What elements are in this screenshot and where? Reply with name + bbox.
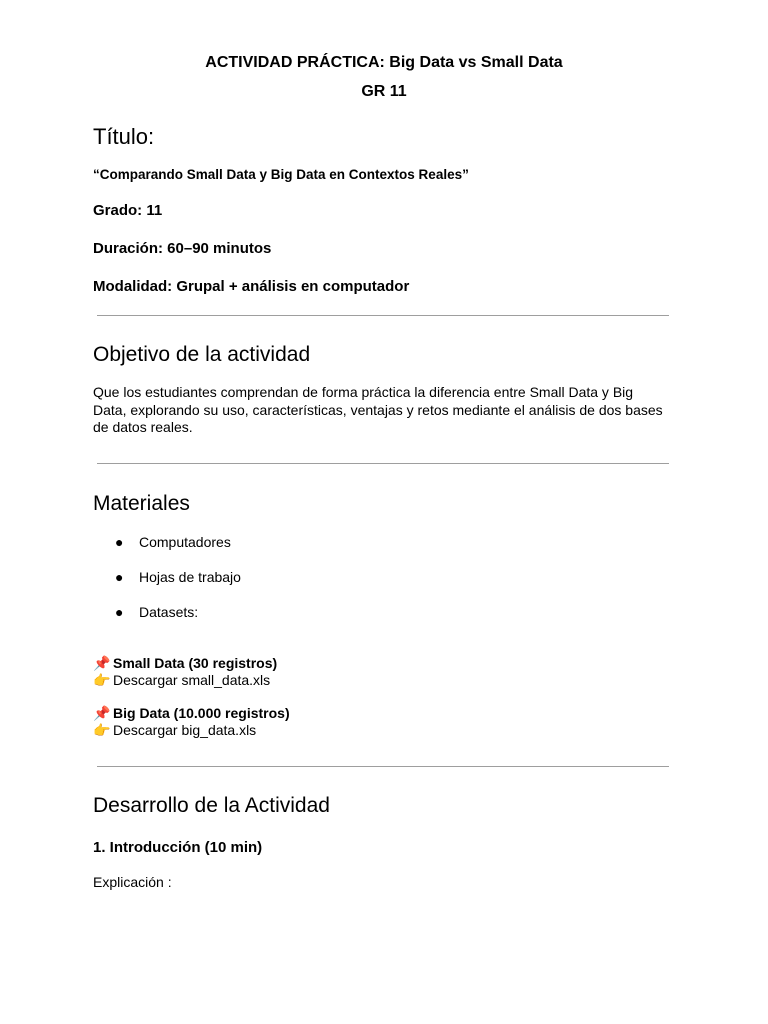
list-item: Computadores [139,534,231,550]
grado-label: Grado: 11 [93,202,163,219]
titulo-heading: Título: [93,124,155,149]
dataset-big-download[interactable] [93,722,256,739]
dataset-big-label: Big Data (10.000 registros) [113,705,290,721]
step-introduccion: 1. Introducción (10 min) [93,839,263,856]
pushpin-icon: 📌 [93,655,111,671]
dataset-small-label: Small Data (30 registros) [113,655,278,671]
activity-subtitle: “Comparando Small Data y Big Data en Contextos Reales” [93,167,469,182]
dataset-small [93,655,277,672]
group-label: GR 11 [361,83,407,100]
list-item: Datasets: [139,604,199,620]
download-small-link[interactable]: Descargar small_data.xls [113,672,271,688]
download-big-link[interactable]: Descargar big_data.xls [113,722,257,738]
bullet-icon: ● [115,604,124,620]
bullet-icon: ● [115,569,124,585]
objetivo-heading: Objetivo de la actividad [93,343,311,366]
duracion-label: Duración: 60–90 minutos [93,240,272,257]
explicacion-label: Explicación : [93,874,172,890]
pointing-hand-icon: 👉 [93,722,111,738]
pushpin-icon: 📌 [93,705,111,721]
objetivo-line: Que los estudiantes comprendan de forma práctica la diferencia entre Small Data y Big [93,384,634,400]
dataset-small-download[interactable] [93,672,270,689]
document-title: ACTIVIDAD PRÁCTICA: Big Data vs Small Data [205,54,563,71]
list-item: Hojas de trabajo [139,569,241,585]
modalidad-label: Modalidad: Grupal + análisis en computador [93,278,410,295]
objetivo-line: de datos reales. [93,419,193,435]
bullet-icon: ● [115,534,124,550]
objetivo-paragraph [93,384,683,437]
section-divider [97,315,669,316]
pointing-hand-icon: 👉 [93,672,111,688]
dataset-big [93,705,290,722]
materiales-heading: Materiales [93,492,190,515]
desarrollo-heading: Desarrollo de la Actividad [93,794,330,817]
section-divider [97,463,669,464]
objetivo-line: Data, explorando su uso, características, ventajas y retos mediante el análisis de dos bases [93,401,663,418]
section-divider [97,766,669,767]
